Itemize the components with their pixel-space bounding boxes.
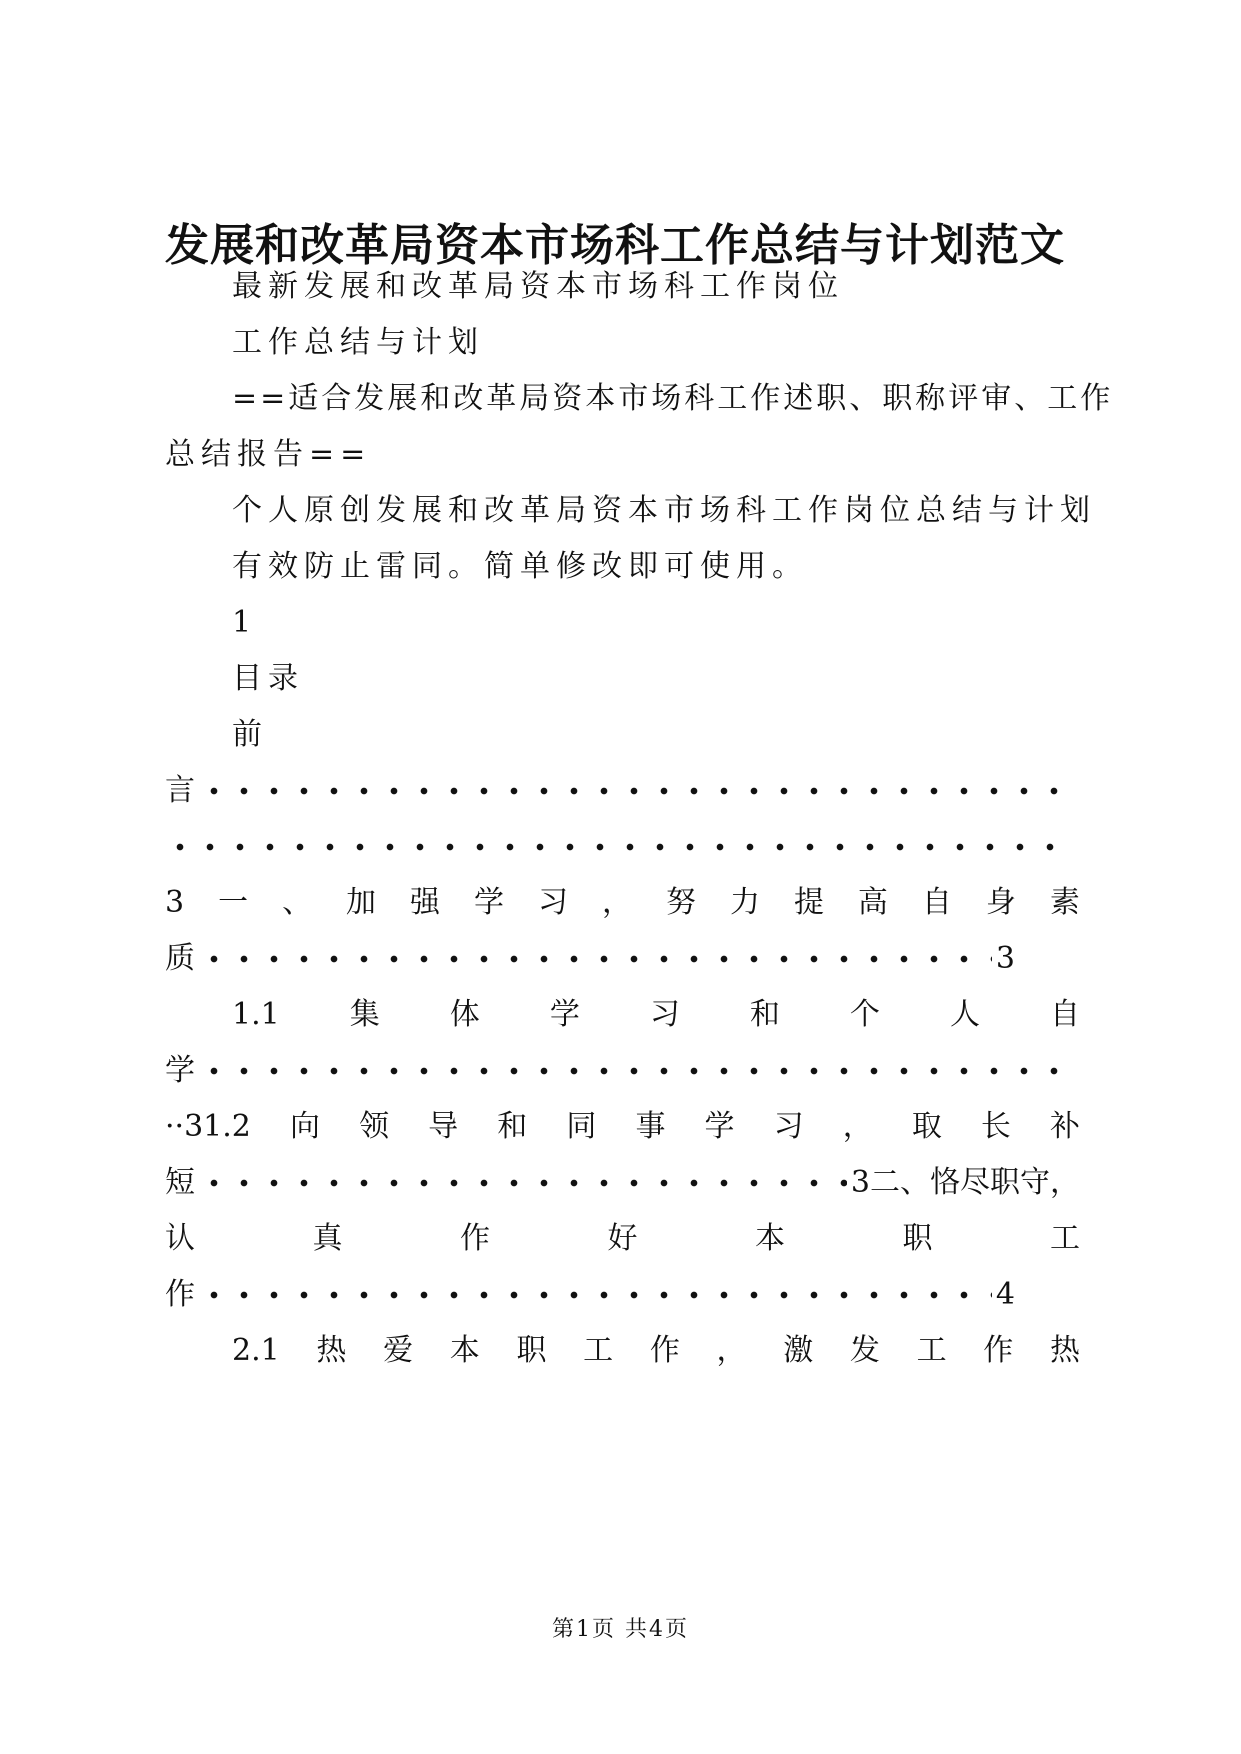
toc-char: 和 (749, 997, 780, 1032)
toc-char: 作 (460, 1221, 490, 1256)
toc-char: ， (842, 1109, 873, 1144)
leader-dots (199, 1280, 992, 1310)
toc-char: 学 (704, 1109, 735, 1144)
toc-char: 真 (312, 1221, 343, 1256)
toc-char: 职 (516, 1333, 547, 1368)
leader-dots (199, 776, 1076, 806)
subtitle-line-1: 最新发展和改革局资本市场科工作岗位 (232, 269, 844, 304)
toc-section-1-1-leader-row (165, 1053, 1080, 1088)
toc-char: 职 (902, 1221, 933, 1256)
leader-dots (199, 944, 992, 974)
toc-char: ··31.2 (165, 1109, 251, 1144)
toc-char: ， (601, 885, 632, 920)
toc-char: 自 (1049, 997, 1080, 1032)
toc-char: 工 (583, 1333, 614, 1368)
toc-char: 导 (428, 1109, 459, 1144)
document-title: 发展和改革局资本市场科工作总结与计划范文 (165, 220, 1065, 271)
toc-char: 认 (165, 1221, 195, 1256)
toc-char: 加 (346, 885, 377, 920)
toc-section-1-2-leader-row (165, 1165, 1080, 1200)
toc-lead-char: 学 (165, 1053, 195, 1088)
toc-page-number: 3 (995, 941, 1015, 976)
toc-char: 力 (729, 885, 760, 920)
toc-section-1-leader-row (165, 941, 1015, 976)
toc-char: 同 (566, 1109, 597, 1144)
toc-char: 人 (949, 997, 980, 1032)
toc-heading: 目录 (232, 661, 304, 696)
toc-char: 高 (857, 885, 888, 920)
toc-char: 向 (289, 1109, 320, 1144)
toc-char: 习 (649, 997, 680, 1032)
toc-char: 体 (449, 997, 480, 1032)
leader-dots (199, 1056, 1076, 1086)
page-number-marker: 1 (232, 605, 258, 640)
toc-char: 和 (497, 1109, 528, 1144)
toc-page-and-next-section: 3二、恪尽职守， (850, 1165, 1080, 1200)
toc-section-1-row (165, 885, 1080, 920)
toc-char: 个 (849, 997, 880, 1032)
toc-char: 领 (359, 1109, 390, 1144)
toc-char: 本 (755, 1221, 785, 1256)
usage-note-line-1: ==适合发展和改革局资本市场科工作述职、职称评审、工作 (232, 381, 1114, 416)
toc-char: 身 (985, 885, 1016, 920)
toc-preface-leader-continuation (165, 832, 1060, 862)
leader-dots (165, 832, 1060, 862)
toc-char: 习 (773, 1109, 804, 1144)
toc-char: 好 (607, 1221, 638, 1256)
toc-char: 、 (282, 885, 313, 920)
toc-char: 学 (549, 997, 580, 1032)
toc-char: 2.1 (232, 1333, 280, 1368)
toc-lead-char: 质 (165, 941, 195, 976)
toc-char: 强 (410, 885, 441, 920)
toc-section-2-leader-row (165, 1277, 1015, 1312)
original-note-line: 个人原创发展和改革局资本市场科工作岗位总结与计划 (232, 493, 1096, 528)
toc-char: 热 (1049, 1333, 1080, 1368)
toc-char: ， (716, 1333, 747, 1368)
toc-char: 取 (911, 1109, 942, 1144)
toc-section-2-row (165, 1221, 1080, 1256)
toc-lead-char: 作 (165, 1277, 195, 1312)
toc-char: 激 (783, 1333, 814, 1368)
toc-char: 3 (165, 885, 185, 920)
toc-preface-start: 前 (232, 717, 268, 752)
toc-char: 热 (316, 1333, 347, 1368)
toc-char: 学 (474, 885, 505, 920)
toc-lead-char: 短 (165, 1165, 195, 1200)
toc-char: 作 (983, 1333, 1014, 1368)
toc-preface-lead-char: 言 (165, 773, 195, 808)
toc-char: 作 (649, 1333, 680, 1368)
toc-char: 自 (921, 885, 952, 920)
usage-note-line-2: 总结报告== (165, 437, 372, 472)
toc-char: 工 (916, 1333, 947, 1368)
toc-section-1-1-row (232, 997, 1080, 1032)
toc-preface-leader-row (165, 773, 1080, 808)
toc-char: 工 (1050, 1221, 1080, 1256)
toc-char: 努 (665, 885, 696, 920)
toc-char: 素 (1049, 885, 1080, 920)
toc-char: 长 (980, 1109, 1011, 1144)
anti-duplicate-note: 有效防止雷同。简单修改即可使用。 (232, 549, 808, 584)
toc-char: 本 (449, 1333, 480, 1368)
toc-page-number: 4 (995, 1277, 1015, 1312)
toc-char: 爱 (383, 1333, 414, 1368)
toc-char: 提 (793, 885, 824, 920)
toc-section-2-1-row (232, 1333, 1080, 1368)
toc-section-1-2-row (165, 1109, 1080, 1144)
toc-char: 1.1 (232, 997, 280, 1032)
toc-char: 发 (849, 1333, 880, 1368)
toc-char: 事 (635, 1109, 666, 1144)
leader-dots (199, 1168, 847, 1198)
subtitle-line-2: 工作总结与计划 (232, 325, 484, 360)
page-footer: 第1页 共4页 (552, 1617, 689, 1642)
toc-char: 集 (349, 997, 380, 1032)
toc-char: 补 (1050, 1109, 1080, 1144)
toc-char: 一 (218, 885, 249, 920)
toc-char: 习 (538, 885, 568, 920)
